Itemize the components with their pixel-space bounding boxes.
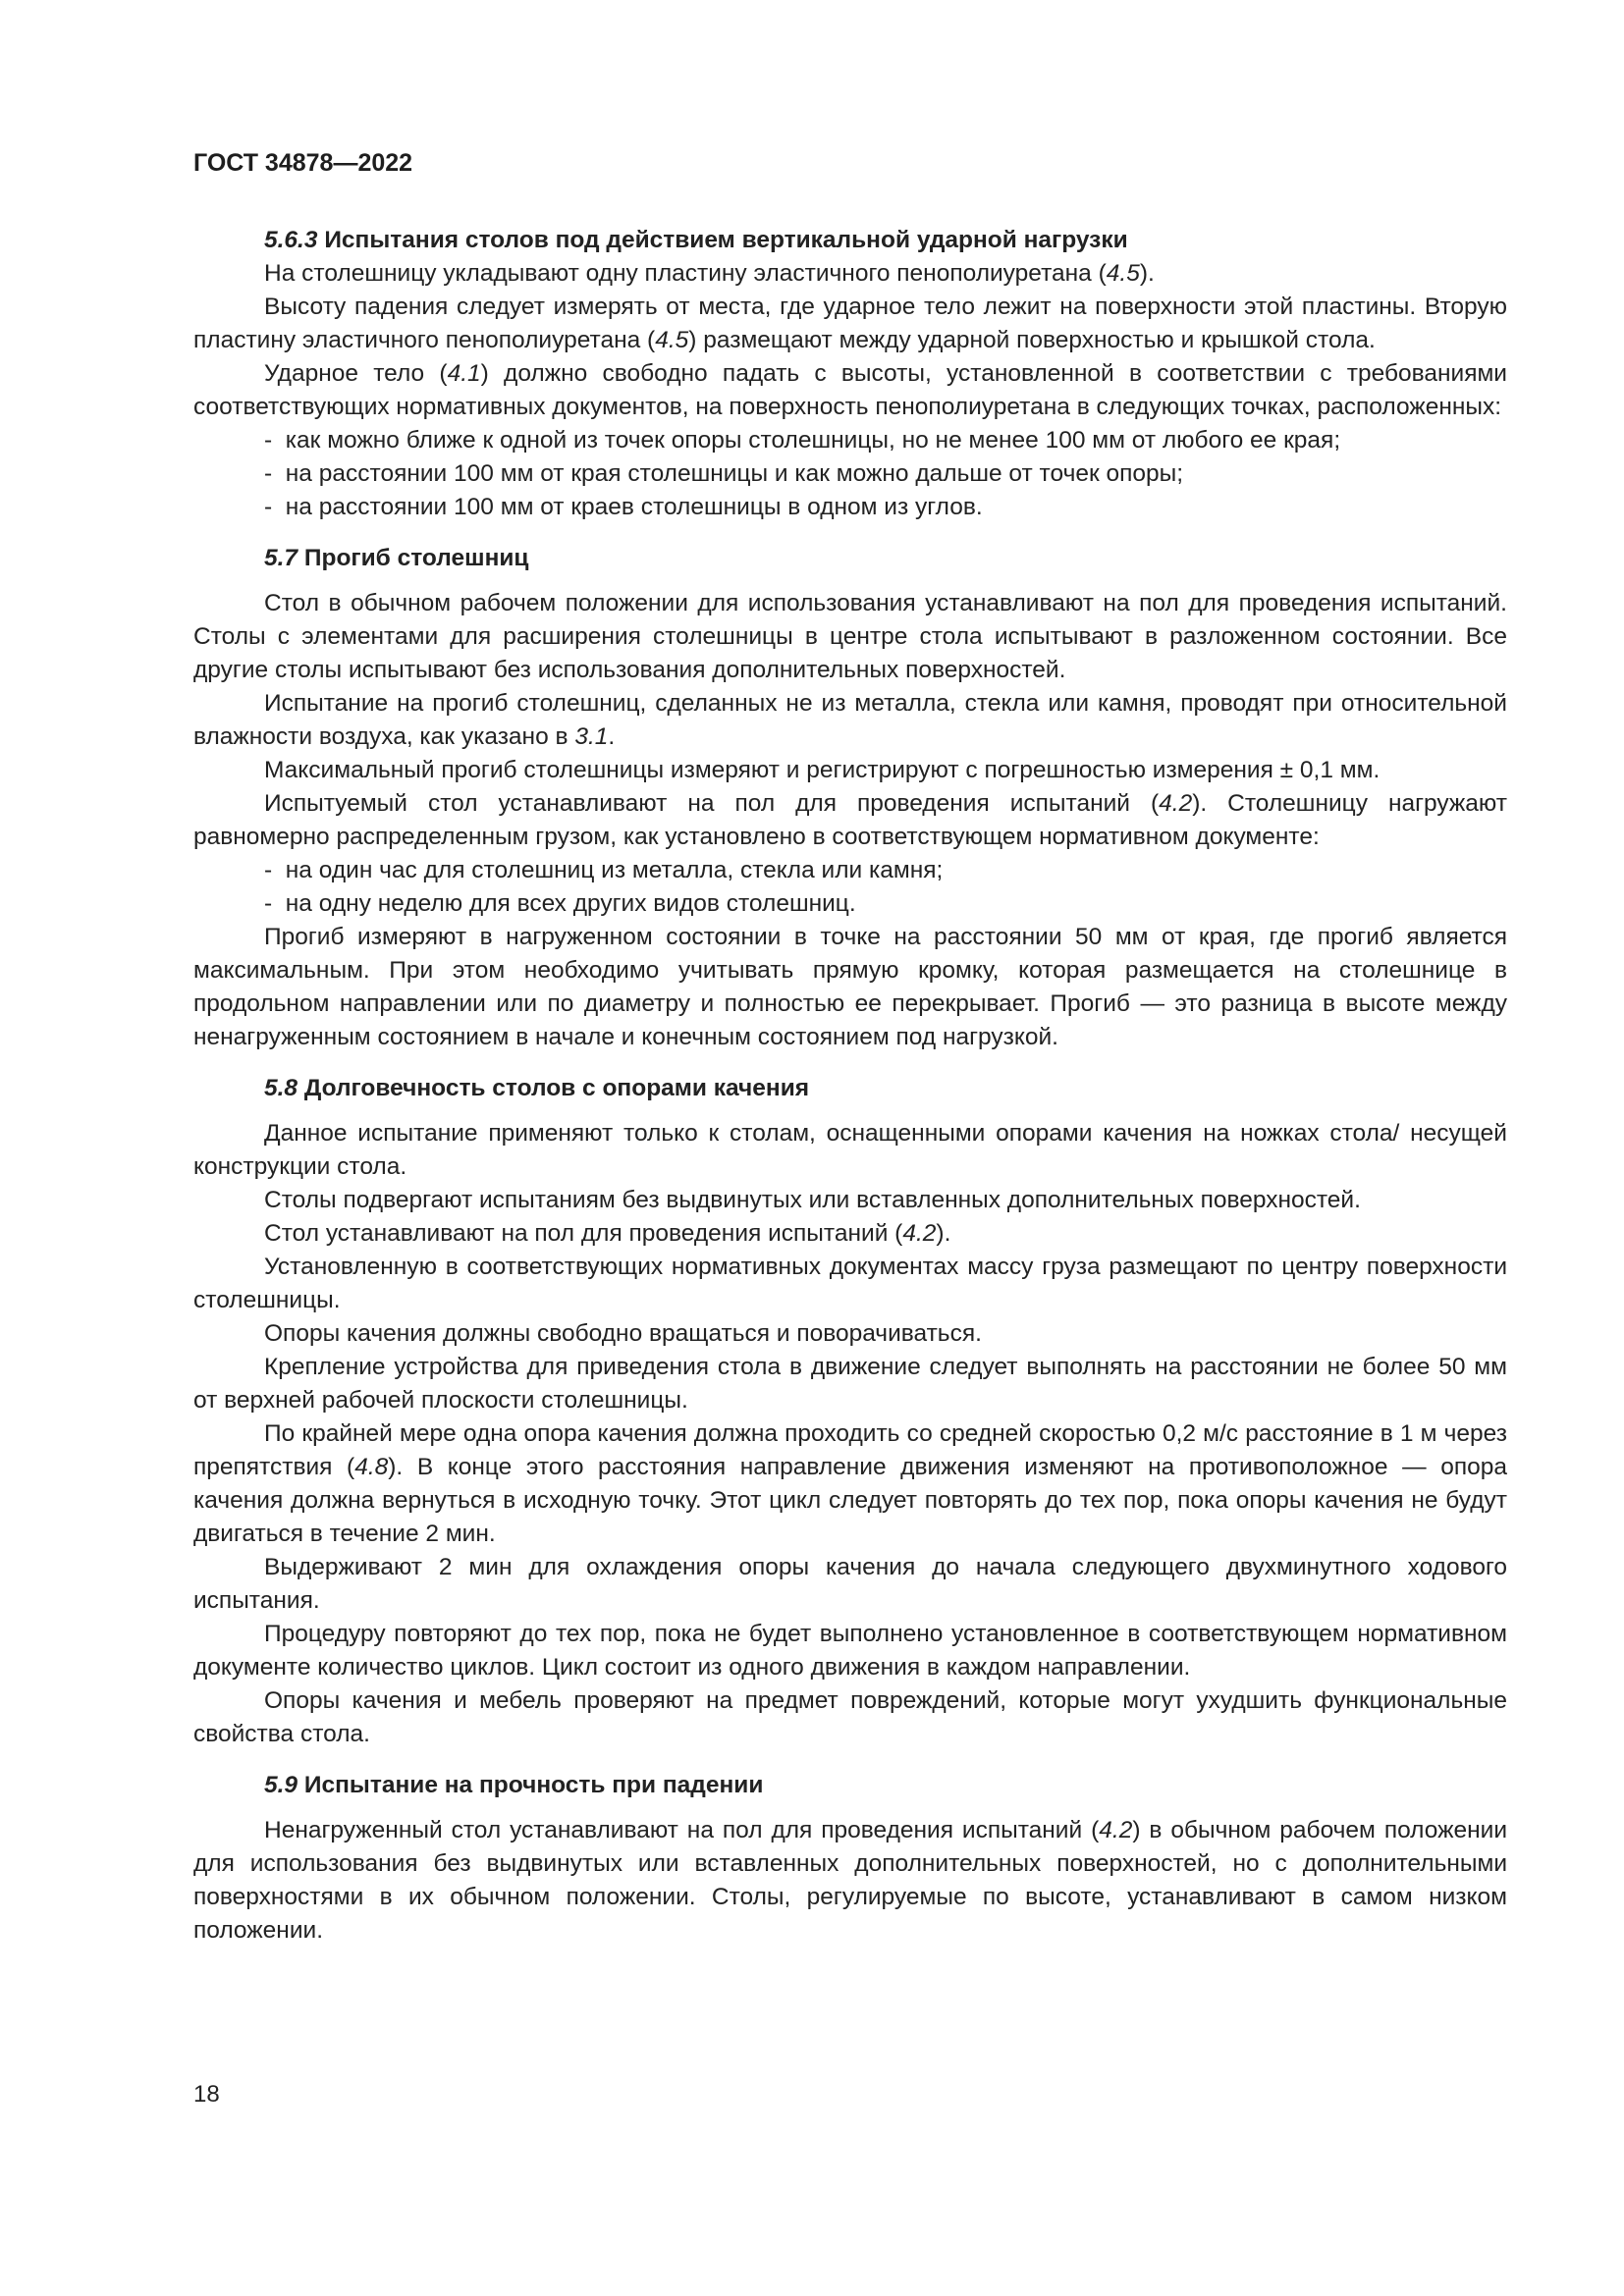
section-heading-5-8: [193, 1072, 1507, 1105]
cross-reference: 4.2: [902, 1220, 937, 1247]
cross-reference: 4.8: [354, 1454, 389, 1480]
cross-reference: 4.1: [447, 360, 481, 387]
paragraph: Испытание на прогиб столешниц, сделанных не из металла, стекла или камня, проводят при относительной влажности воздуха, как указано в 3.1.: [193, 690, 1507, 750]
paragraph: Крепление устройства для приведения стола в движение следует выполнять на расстоянии не более 50 мм от верхней рабочей плоскости столешницы.: [193, 1354, 1507, 1414]
section-title: Испытания столов под действием вертикальной ударной нагрузки: [324, 227, 1128, 253]
paragraph: Максимальный прогиб столешницы измеряют и регистрируют с погрешностью измерения ± 0,1 мм.: [264, 757, 1380, 783]
section-number: 5.9: [264, 1772, 298, 1798]
section-title: Долговечность столов с опорами качения: [303, 1075, 810, 1101]
paragraph: Прогиб измеряют в нагруженном состоянии в точке на расстоянии 50 мм от края, где прогиб является максимальным. При этом необходимо учитывать прямую кромку, которая размещается на столешнице в продольном направлении или по диаметру и полностью ее перекрывает. Прогиб — это разница в высоте между ненагруженным состоянием в начале и конечным состоянием под нагрузкой.: [193, 924, 1507, 1050]
page-number: 18: [193, 2081, 220, 2108]
paragraph: По крайней мере одна опора качения должна проходить со средней скоростью 0,2 м/с расстояние в 1 м через препятствия (4.8). В конце этого расстояния направление движения изменяют на противоположное — опора качения должна вернуться в исходную точку. Этот цикл следует повторять до тех пор, пока опоры качения не будут двигаться в течение 2 мин.: [193, 1420, 1508, 1547]
list-item: - на одну неделю для всех других видов столешниц.: [264, 887, 1507, 921]
section-number: 5.8: [264, 1075, 298, 1101]
bullet-list: [193, 854, 1507, 921]
paragraph: Столы подвергают испытаниям без выдвинутых или вставленных дополнительных поверхностей.: [264, 1187, 1361, 1213]
cross-reference: 4.5: [1106, 260, 1140, 287]
document-body: [193, 224, 1507, 1948]
paragraph: Стол устанавливают на пол для проведения испытаний (4.2).: [264, 1220, 951, 1247]
section-heading-5-6-3: [193, 224, 1507, 257]
section-title: Испытание на прочность при падении: [303, 1772, 764, 1798]
paragraph: На столешницу укладывают одну пластину эластичного пенополиуретана (4.5).: [264, 260, 1155, 287]
cross-reference: 4.2: [1159, 790, 1193, 817]
paragraph: Ударное тело (4.1) должно свободно падать с высоты, установленной в соответствии с требованиями соответствующих нормативных документов, на поверхность пенополиуретана в следующих точках, расположенных:: [193, 360, 1507, 420]
paragraph: Опоры качения и мебель проверяют на предмет повреждений, которые могут ухудшить функциональные свойства стола.: [193, 1687, 1507, 1747]
section-heading-5-9: [193, 1769, 1507, 1802]
section-number: 5.6.3: [264, 227, 318, 253]
paragraph: Испытуемый стол устанавливают на пол для проведения испытаний (4.2). Столешницу нагружают равномерно распределенным грузом, как установлено в соответствующем нормативном документе:: [193, 790, 1507, 850]
paragraph: Установленную в соответствующих нормативных документах массу груза размещают по центру поверхности столешницы.: [193, 1254, 1507, 1313]
section-title: Прогиб столешниц: [303, 545, 529, 571]
bullet-list: [193, 424, 1507, 524]
paragraph: Процедуру повторяют до тех пор, пока не будет выполнено установленное в соответствующем нормативном документе количество циклов. Цикл состоит из одного движения в каждом направлении.: [193, 1621, 1507, 1681]
section-heading-5-7: [193, 542, 1507, 575]
paragraph: Стол в обычном рабочем положении для использования устанавливают на пол для проведения испытаний. Столы с элементами для расширения столешницы в центре стола испытывают в разложенном состоянии. Все другие столы испытывают без использования дополнительных поверхностей.: [193, 590, 1507, 683]
paragraph: Опоры качения должны свободно вращаться и поворачиваться.: [264, 1320, 982, 1347]
list-item: - на один час для столешниц из металла, стекла или камня;: [264, 854, 1507, 887]
list-item: - на расстоянии 100 мм от края столешницы и как можно дальше от точек опоры;: [264, 457, 1507, 491]
list-item: - как можно ближе к одной из точек опоры столешницы, но не менее 100 мм от любого ее края;: [264, 424, 1507, 457]
cross-reference: 3.1: [574, 723, 609, 750]
paragraph: Выдерживают 2 мин для охлаждения опоры качения до начала следующего двухминутного ходового испытания.: [193, 1554, 1507, 1614]
paragraph: Данное испытание применяют только к столам, оснащенными опорами качения на ножках стола/ несущей конструкции стола.: [193, 1120, 1507, 1180]
list-item: - на расстоянии 100 мм от краев столешницы в одном из углов.: [264, 491, 1507, 524]
section-number: 5.7: [264, 545, 298, 571]
page-header: ГОСТ 34878—2022: [193, 149, 413, 177]
cross-reference: 4.5: [655, 327, 689, 353]
paragraph: Высоту падения следует измерять от места, где ударное тело лежит на поверхности этой пластины. Вторую пластину эластичного пенополиуретана (4.5) размещают между ударной поверхностью и крышкой стола.: [193, 294, 1507, 353]
cross-reference: 4.2: [1099, 1817, 1133, 1843]
paragraph: Ненагруженный стол устанавливают на пол для проведения испытаний (4.2) в обычном рабочем положении для использования без выдвинутых или вставленных дополнительных поверхностей, но с дополнительными поверхностями в их обычном положении. Столы, регулируемые по высоте, устанавливают в самом низком положении.: [193, 1817, 1508, 1944]
